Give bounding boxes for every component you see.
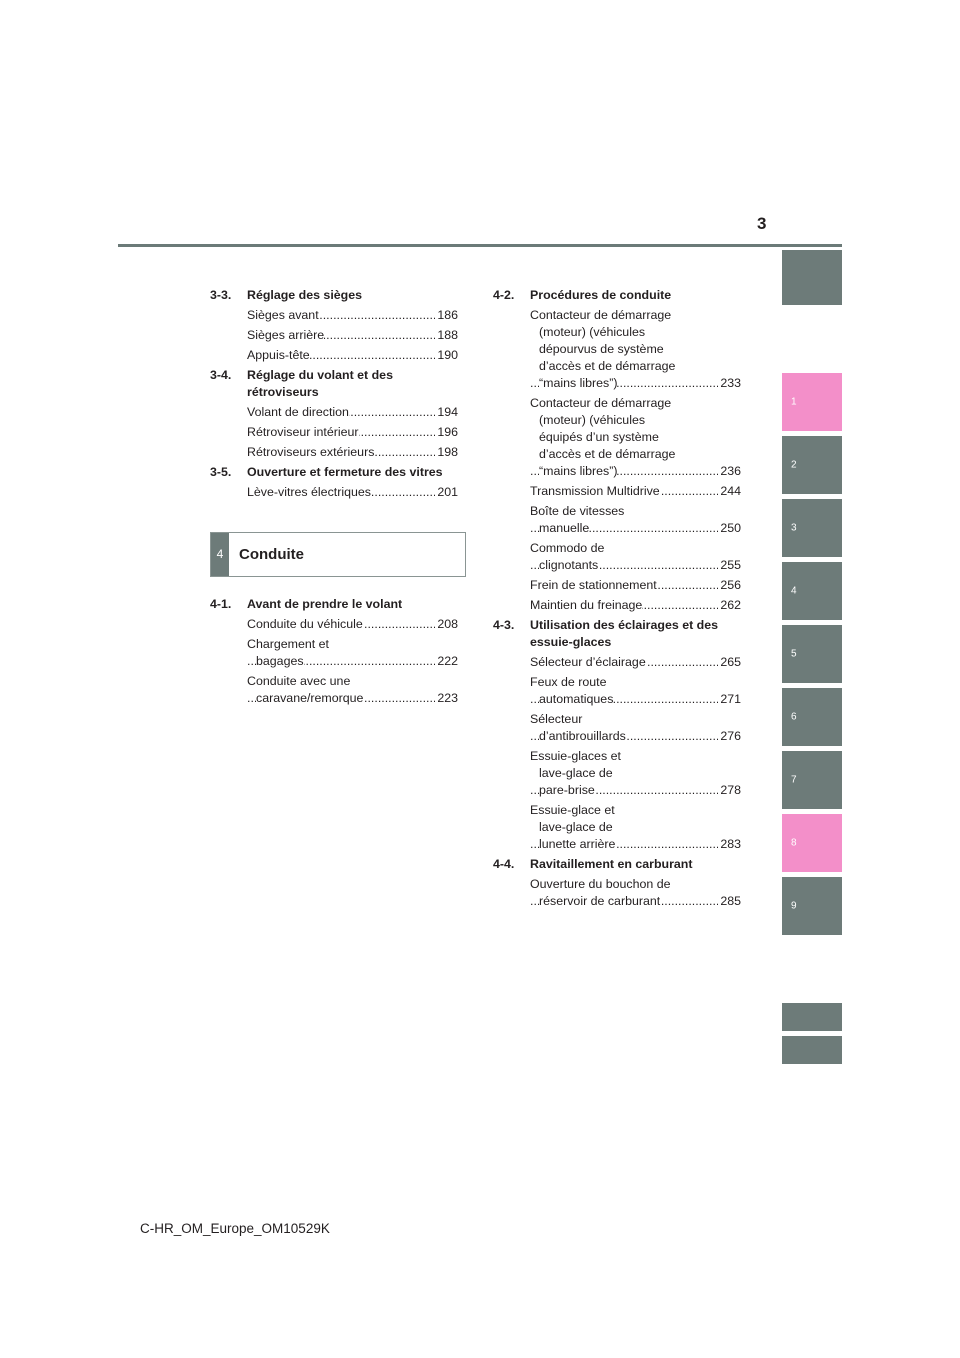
- toc-entry-text: caravane/remorque: [256, 691, 364, 705]
- chapter-tab-1[interactable]: [782, 373, 842, 431]
- toc-entry[interactable]: [530, 802, 741, 853]
- chapter-tab-label: 2: [791, 459, 797, 471]
- toc-entry-text: manuelle: [539, 521, 590, 535]
- chapter-tab-9[interactable]: [782, 877, 842, 935]
- section-title: Avant de prendre le volant: [247, 597, 403, 611]
- toc-page-number: 271: [720, 692, 741, 706]
- toc-page-number: 276: [720, 729, 741, 743]
- toc-entry-text: (moteur) (véhicules: [539, 325, 646, 339]
- chapter-tab-8[interactable]: [782, 814, 842, 872]
- toc-entry-text: Contacteur de démarrage: [530, 396, 672, 410]
- toc-page-number: 188: [437, 328, 458, 342]
- toc-entry[interactable]: [247, 673, 458, 707]
- footer-text: C-HR_OM_Europe_OM10529K: [140, 1221, 330, 1236]
- section-number: 4-2.: [493, 288, 515, 302]
- toc-left-column-after: [210, 596, 458, 710]
- toc-entry-text: équipés d’un système: [539, 430, 659, 444]
- toc-entry-text: lunette arrière: [539, 837, 616, 851]
- toc-section-heading[interactable]: [493, 287, 741, 304]
- toc-entry[interactable]: [247, 636, 458, 670]
- toc-entry[interactable]: [247, 404, 458, 421]
- toc-entry-text: “mains libres”): [539, 376, 618, 390]
- toc-entry-text: Sièges arrière: [247, 328, 325, 342]
- toc-page-number: 198: [437, 445, 458, 459]
- toc-entry[interactable]: [530, 540, 741, 574]
- toc-entry-text: Sélecteur d’éclairage: [530, 655, 646, 669]
- toc-entry-text: automatiques: [539, 692, 614, 706]
- section-number: 3-3.: [210, 288, 232, 302]
- toc-entry-text: Contacteur de démarrage: [530, 308, 672, 322]
- toc-entry[interactable]: [530, 483, 741, 500]
- toc-entry[interactable]: [247, 307, 458, 324]
- toc-page-number: 222: [437, 654, 458, 668]
- section-number: 4-1.: [210, 597, 232, 611]
- chapter-tab-3[interactable]: [782, 499, 842, 557]
- toc-entry-text: bagages: [256, 654, 304, 668]
- toc-entry-text: “mains libres”): [539, 464, 618, 478]
- chapter-tab-7[interactable]: [782, 751, 842, 809]
- toc-entry[interactable]: [530, 748, 741, 799]
- section-title: Réglage du volant et des rétroviseurs: [247, 368, 393, 399]
- toc-entry-text: d’antibrouillards: [539, 729, 626, 743]
- section-title: Procédures de conduite: [530, 288, 672, 302]
- toc-entry-text: Rétroviseur intérieur: [247, 425, 359, 439]
- toc-page-number: 233: [720, 376, 741, 390]
- toc-entry-text: lave-glace de: [539, 820, 613, 834]
- toc-entry-text: Essuie-glace et: [530, 803, 615, 817]
- toc-page-number: 283: [720, 837, 741, 851]
- toc-entry[interactable]: [530, 395, 741, 480]
- toc-entry[interactable]: [247, 347, 458, 364]
- section-title: Ouverture et fermeture des vitres: [247, 465, 443, 479]
- toc-entry-text: Volant de direction: [247, 405, 349, 419]
- toc-page-number: 201: [437, 485, 458, 499]
- chapter-tab-4[interactable]: [782, 562, 842, 620]
- toc-entry-text: clignotants: [539, 558, 599, 572]
- toc-section-heading[interactable]: [493, 617, 741, 651]
- chapter-tab-label: 6: [791, 711, 797, 723]
- toc-page-number: 255: [720, 558, 741, 572]
- toc-entry[interactable]: [530, 654, 741, 671]
- toc-left-column: [210, 287, 458, 504]
- toc-entry[interactable]: [247, 616, 458, 633]
- toc-entry-text: Conduite du véhicule: [247, 617, 363, 631]
- toc-page-number: 208: [437, 617, 458, 631]
- toc-right-column: [493, 287, 741, 913]
- chapter-tab-blank[interactable]: [782, 250, 842, 305]
- toc-entry-text: Essuie-glaces et: [530, 749, 621, 763]
- toc-section-heading[interactable]: [210, 596, 458, 613]
- toc-page-number: 256: [720, 578, 741, 592]
- toc-entry-text: Boîte de vitesses: [530, 504, 625, 518]
- toc-entry-text: Ouverture du bouchon de: [530, 877, 671, 891]
- toc-entry[interactable]: [247, 327, 458, 344]
- toc-entry-text: pare-brise: [539, 783, 595, 797]
- toc-entry-text: Commodo de: [530, 541, 605, 555]
- toc-entry-text: Sièges avant: [247, 308, 319, 322]
- chapter-tab-label: 9: [791, 900, 797, 912]
- chapter-tab-2[interactable]: [782, 436, 842, 494]
- toc-page-number: 278: [720, 783, 741, 797]
- toc-entry[interactable]: [247, 424, 458, 441]
- toc-entry[interactable]: [247, 484, 458, 501]
- toc-entry-text: (moteur) (véhicules: [539, 413, 646, 427]
- toc-entry[interactable]: [530, 503, 741, 537]
- chapter-tab-blank[interactable]: [782, 1036, 842, 1064]
- section-title: Utilisation des éclairages et des essuie-glaces: [530, 618, 719, 649]
- toc-entry[interactable]: [530, 674, 741, 708]
- toc-entry[interactable]: [530, 876, 741, 910]
- section-number: 4-4.: [493, 857, 515, 871]
- toc-entry[interactable]: [530, 711, 741, 745]
- toc-entry-text: dépourvus de système: [539, 342, 664, 356]
- chapter-tab-label: 5: [791, 648, 797, 660]
- toc-entry-text: Feux de route: [530, 675, 607, 689]
- chapter-tab-label: 7: [791, 774, 797, 786]
- toc-entry[interactable]: [247, 444, 458, 461]
- toc-section-heading[interactable]: [210, 287, 458, 304]
- section-number: 4-3.: [493, 618, 515, 632]
- chapter-tab-blank[interactable]: [782, 1003, 842, 1031]
- toc-entry-text: Chargement et: [247, 637, 329, 651]
- toc-section-heading[interactable]: [493, 856, 741, 873]
- toc-entry-text: Sélecteur: [530, 712, 583, 726]
- toc-page-number: 285: [720, 894, 741, 908]
- toc-entry[interactable]: [530, 597, 741, 614]
- chapter-number: 4: [211, 533, 229, 576]
- toc-page-number: 194: [437, 405, 458, 419]
- toc-page-number: 236: [720, 464, 741, 478]
- header-rule: [118, 244, 842, 247]
- toc-page-number: 265: [720, 655, 741, 669]
- section-title: Ravitaillement en carburant: [530, 857, 693, 871]
- section-number: 3-4.: [210, 368, 232, 382]
- section-number: 3-5.: [210, 465, 232, 479]
- chapter-tab-6[interactable]: [782, 688, 842, 746]
- chapter-heading: [210, 532, 466, 577]
- toc-section-heading[interactable]: [210, 367, 458, 401]
- toc-entry-text: Conduite avec une: [247, 674, 351, 688]
- toc-entry-text: d’accès et de démarrage: [539, 359, 676, 373]
- section-title: Réglage des sièges: [247, 288, 363, 302]
- toc-entry-text: Lève-vitres électriques: [247, 485, 371, 499]
- toc-entry-text: Appuis-tête: [247, 348, 310, 362]
- page-number: 3: [757, 214, 767, 233]
- toc-entry-text: Maintien du freinage: [530, 598, 643, 612]
- toc-entry-text: lave-glace de: [539, 766, 613, 780]
- toc-page-number: 262: [720, 598, 741, 612]
- toc-entry-text: d’accès et de démarrage: [539, 447, 676, 461]
- toc-page-number: 244: [720, 484, 741, 498]
- chapter-tab-label: 3: [791, 522, 797, 534]
- toc-entry-text: réservoir de carburant: [539, 894, 661, 908]
- toc-page-number: 250: [720, 521, 741, 535]
- toc-entry-text: Rétroviseurs extérieurs: [247, 445, 375, 459]
- chapter-tab-label: 1: [791, 396, 797, 408]
- toc-entry-text: Transmission Multidrive: [530, 484, 660, 498]
- chapter-tab-5[interactable]: [782, 625, 842, 683]
- chapter-title: Conduite: [239, 546, 304, 563]
- toc-page-number: 190: [437, 348, 458, 362]
- toc-page-number: 196: [437, 425, 458, 439]
- toc-page-number: 223: [437, 691, 458, 705]
- chapter-tab-label: 4: [791, 585, 797, 597]
- toc-entry[interactable]: [530, 307, 741, 392]
- toc-entry-text: Frein de stationnement: [530, 578, 657, 592]
- chapter-tab-label: 8: [791, 837, 797, 849]
- toc-section-heading[interactable]: [210, 464, 458, 481]
- toc-page-number: 186: [437, 308, 458, 322]
- toc-entry[interactable]: [530, 577, 741, 594]
